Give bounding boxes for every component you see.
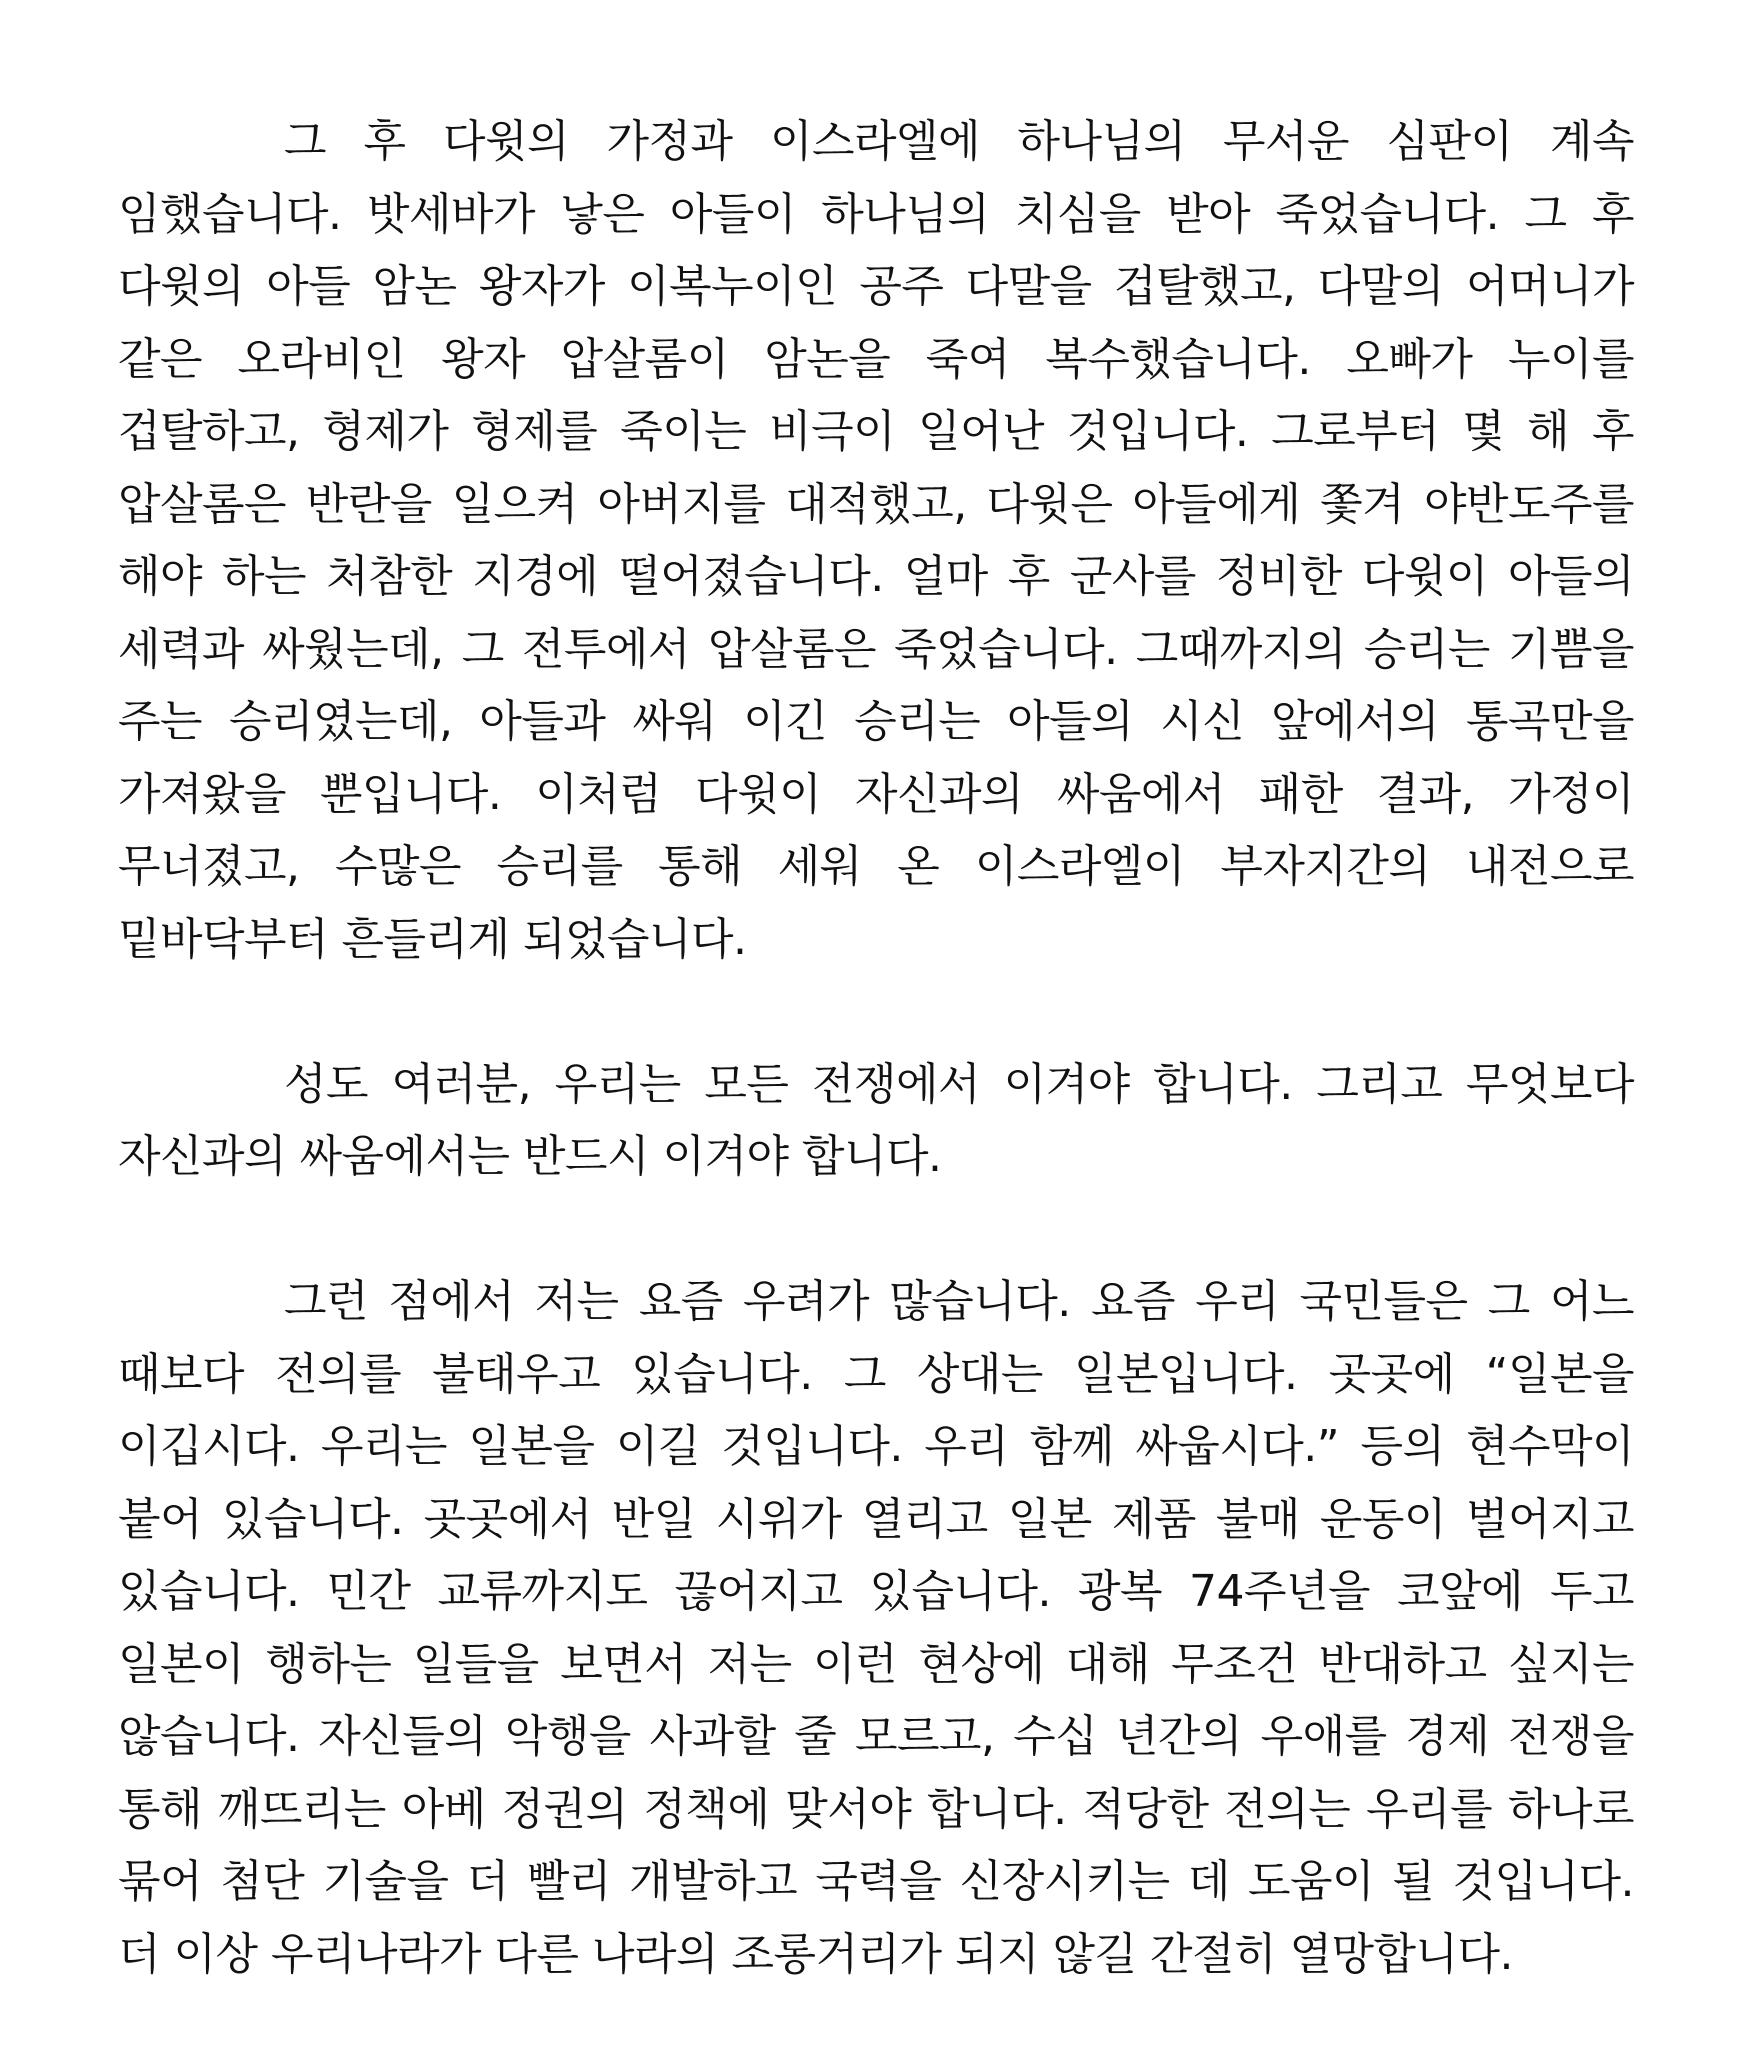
paragraph-2: 성도 여러분, 우리는 모든 전쟁에서 이겨야 합니다. 그리고 무엇보다 자신과의 싸움에서는 반드시 이겨야 합니다.	[118, 1058, 1634, 1182]
document-page	[118, 106, 1634, 1991]
paragraph-1: 그 후 다윗의 가정과 이스라엘에 하나님의 무서운 심판이 계속 임했습니다. 밧세바가 낳은 아들이 하나님의 치심을 받아 죽었습니다. 그 후 다윗의 아들 암논 왕자가 이복누이인 공주 다말을 겁탈했고, 다말의 어머니가 같은 오라비인 왕자 압살롬이 암논을 죽여 복수했습니다. 오빠가 누이를 겁탈하고, 형제가 형제를 죽이는 비극이 일어난 것입니다. 그로부터 몇 해 후 압살롬은 반란을 일으켜 아버지를 대적했고, 다윗은 아들에게 쫓겨 야반도주를 해야 하는 처참한 지경에 떨어졌습니다. 얼마 후 군사를 정비한 다윗이 아들의 세력과 싸웠는데, 그 전투에서 압살롬은 죽었습니다. 그때까지의 승리는 기쁨을 주는 승리였는데, 아들과 싸워 이긴 승리는 아들의 시신 앞에서의 통곡만을 가져왔을 뿐입니다. 이처럼 다윗이 자신과의 싸움에서 패한 결과, 가정이 무너졌고, 수많은 승리를 통해 세워 온 이스라엘이 부자지간의 내전으로 밑바닥부터 흔들리게 되었습니다.	[118, 116, 1635, 965]
paragraph-3: 그런 점에서 저는 요즘 우려가 많습니다. 요즘 우리 국민들은 그 어느 때보다 전의를 불태우고 있습니다. 그 상대는 일본입니다. 곳곳에 “일본을 이깁시다. 우리는 일본을 이길 것입니다. 우리 함께 싸웁시다.” 등의 현수막이 붙어 있습니다. 곳곳에서 반일 시위가 열리고 일본 제품 불매 운동이 벌어지고 있습니다. 민간 교류까지도 끊어지고 있습니다. 광복 74주년을 코앞에 두고 일본이 행하는 일들을 보면서 저는 이런 현상에 대해 무조건 반대하고 싶지는 않습니다. 자신들의 악행을 사과할 줄 모르고, 수십 년간의 우애를 경제 전쟁을 통해 깨뜨리는 아베 정권의 정책에 맞서야 합니다. 적당한 전의는 우리를 하나로 묶어 첨단 기술을 더 빨리 개발하고 국력을 신장시키는 데 도움이 될 것입니다. 더 이상 우리나라가 다른 나라의 조롱거리가 되지 않길 간절히 열망합니다.	[118, 1276, 1634, 1980]
